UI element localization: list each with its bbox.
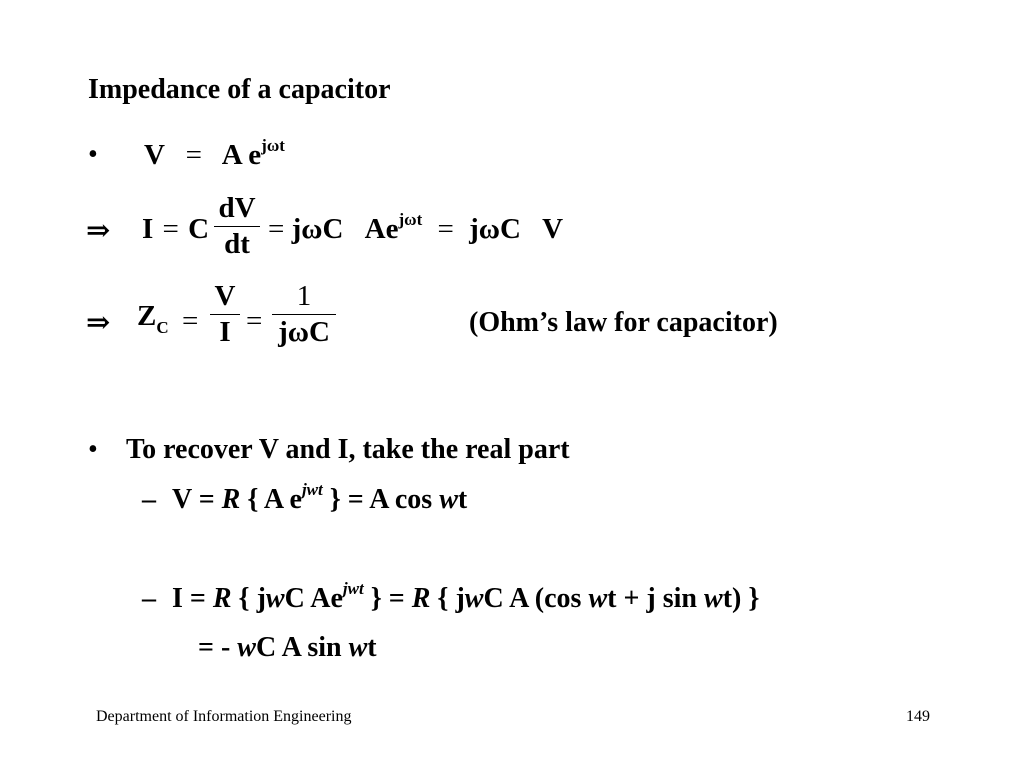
real-part-symbol: R [221, 484, 241, 515]
voltage-symbol: V [144, 139, 165, 171]
fraction-denominator: I [219, 316, 231, 348]
fraction-numerator: dV [218, 192, 256, 224]
exponent: jwt [301, 480, 323, 499]
capacitance-symbol: C [188, 213, 210, 245]
current-rhs [268, 210, 564, 246]
equals-sign: = [437, 213, 454, 245]
sub-bullet-dash: – [142, 484, 156, 515]
sub-bullet-2-continuation: = - wC A sin wt [198, 632, 377, 663]
impedance-fraction-v-over-i [210, 280, 240, 349]
fraction-numerator: 1 [296, 280, 312, 312]
slide-title: Impedance of a capacitor [88, 74, 391, 105]
bullet-2-text: To recover V and I, take the real part [126, 434, 570, 465]
amplitude-exp: Ae [364, 213, 399, 245]
footer-department: Department of Information Engineering [96, 708, 352, 725]
impedance-subscript: C [156, 318, 169, 337]
impedance-fraction-reciprocal [272, 280, 336, 349]
equals-sign: = [162, 213, 179, 245]
ohms-law-note: (Ohm’s law for capacitor) [469, 307, 778, 338]
equals-sign: = [246, 305, 263, 337]
derivative-fraction [214, 192, 260, 261]
current-lhs [142, 213, 209, 246]
impedance-symbol: $Z_C$ [137, 300, 169, 337]
bullet-marker: • [88, 434, 98, 465]
fraction-denominator: dt [224, 228, 250, 260]
voltage-symbol: V [542, 213, 564, 245]
fraction-denominator: jωC [278, 316, 330, 348]
sub-bullet-2-text: I = R { jwC $Ae^{jwt}$ } = R { jwC A (cos wt + j sin wt) } [172, 579, 760, 614]
sub-bullet-1-text: V = R { A $e^{jwt}$ } = A cos wt [172, 480, 468, 515]
footer-page-number: 149 [906, 708, 930, 725]
bullet-2 [88, 434, 98, 466]
equals-sign: = [185, 139, 203, 171]
current-symbol: I [142, 213, 154, 245]
exponent: jwt [342, 579, 364, 598]
real-part-symbol: R [411, 583, 431, 614]
fraction-bar [210, 314, 240, 315]
sub-bullet-dash: – [142, 583, 156, 614]
equals-sign: = [268, 213, 285, 245]
bullet-1 [88, 139, 98, 171]
real-part-symbol: R [212, 583, 232, 614]
equals-sign: = [182, 305, 199, 337]
voltage-exponent: jωt [261, 136, 285, 155]
j-omega-c: jωC [291, 213, 344, 245]
voltage-amplitude: A e [221, 139, 262, 171]
fraction-numerator: V [214, 280, 236, 312]
equation-voltage [144, 136, 285, 172]
exponent: jωt [398, 210, 423, 229]
fraction-bar [214, 226, 260, 227]
fraction-bar [272, 314, 336, 315]
implies-arrow-2: ⇒ [86, 307, 111, 339]
bullet-marker: • [88, 139, 98, 170]
j-omega-c: jωC [469, 213, 521, 245]
implies-arrow-1: ⇒ [86, 215, 111, 247]
